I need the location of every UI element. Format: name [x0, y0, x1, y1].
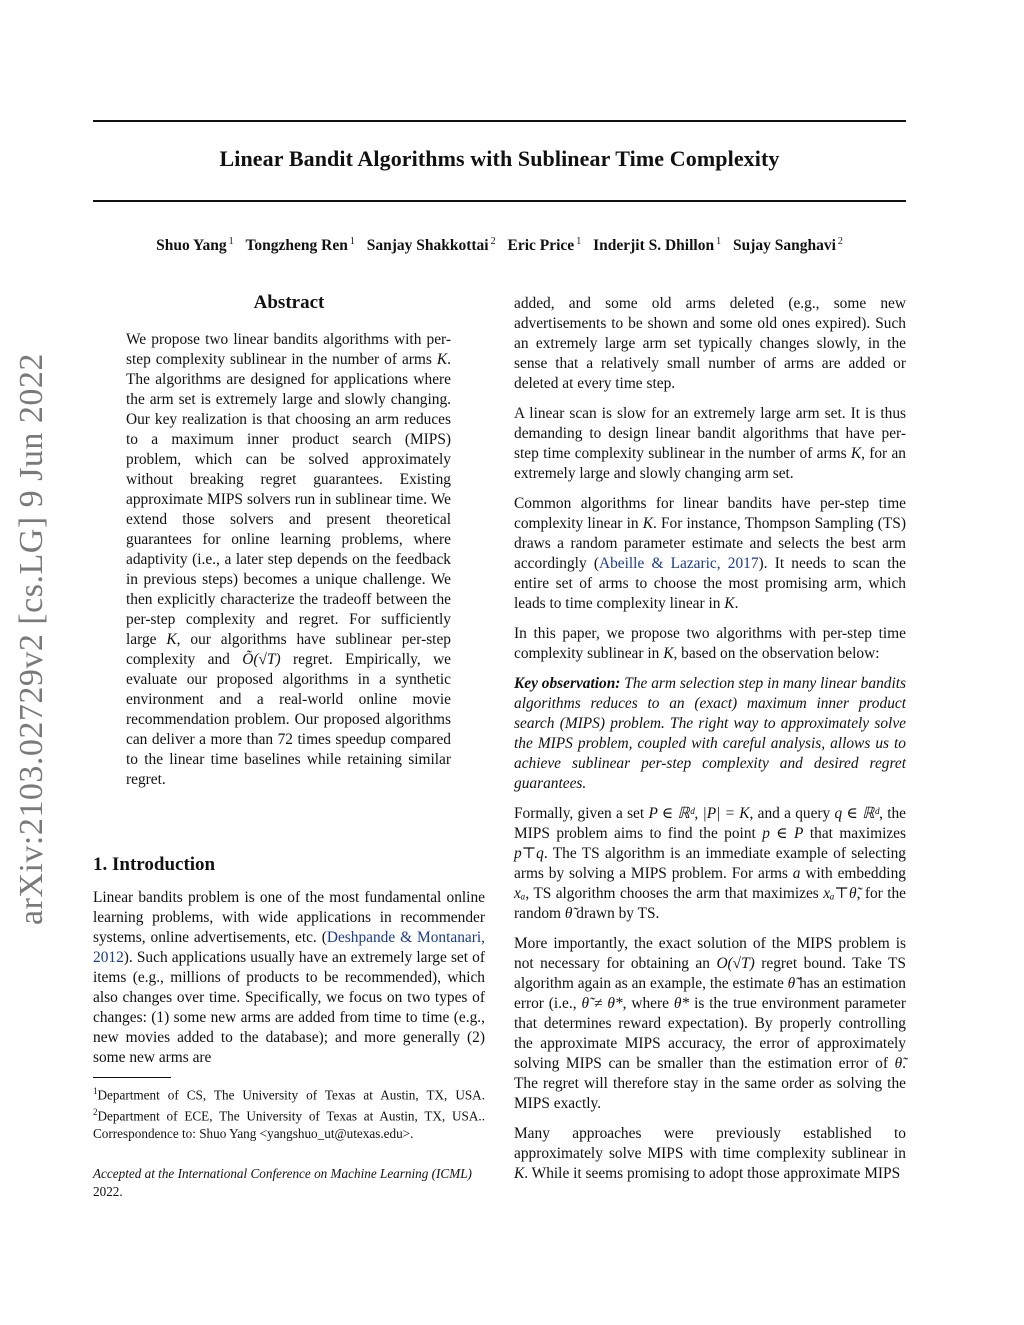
right-column — [514, 294, 906, 1194]
paragraph: In this paper, we propose two algorithms with per-step time complexity sublinear in K, based on the observation below: — [514, 625, 906, 662]
paragraph: Formally, given a set P ∈ ℝᵈ, |P| = K, and a query q ∈ ℝᵈ, the MIPS problem aims to find the point p ∈ P that maximizes p⊤q. The TS algorithm is an immediate example of selecting arms by solving a MIPS problem. For arms a with embedding xₐ, TS algorithm chooses the arm that maximizes xₐ⊤θ̃, for the random θ̃ drawn by TS. — [514, 805, 907, 922]
author-list — [93, 236, 906, 255]
abstract-heading: Abstract — [253, 292, 325, 313]
author: Sujay Sanghavi $^2$ — [732, 236, 843, 255]
arxiv-stamp: arXiv:2103.02729v2 [cs.LG] 9 Jun 2022 — [13, 353, 50, 925]
footnote-rule — [93, 1077, 171, 1078]
author: Sanjay Shakkottai $^2$ — [366, 236, 496, 255]
title-bottom-rule — [93, 200, 906, 202]
paragraph: added, and some old arms deleted (e.g., some new advertisements to be shown and some old ones expired). Such an extremely large arm set typically changes slowly, in the sense that a relatively small number of arms are added or deleted at every time step. — [514, 295, 906, 392]
affiliation-footnote: $^1$Department of CS, The University of Texas at Austin, TX, USA. $^2$Department of ECE, The University of Texas at Austin, TX, USA.. Correspondence to: Shuo Yang <yangshuo_ut@utexas.edu>. — [93, 1086, 485, 1141]
paper-title: Linear Bandit Algorithms with Sublinear Time Complexity — [219, 146, 780, 171]
author: Inderjit S. Dhillon $^1$ — [593, 236, 722, 255]
top-rule — [93, 120, 906, 122]
acceptance-note: Accepted at the International Conference on Machine Learning (ICML) 2022. — [93, 1166, 472, 1199]
paragraph: More importantly, the exact solution of the MIPS problem is not necessary for obtaining an O(√T) regret bound. Take TS algorithm again as an example, the estimate θ̃ has an estimation error (i.e., θ̃ ≠ θ*, where θ* is the true environment parameter that determines reward expectation). By properly controlling the approximate MIPS accuracy, the error of approximately solving MIPS can be smaller than the estimation error of θ̃. The regret will therefore stay in the same order as solving the MIPS exactly. — [514, 935, 906, 1112]
author: Eric Price $^1$ — [507, 236, 582, 255]
abstract-paragraph: We propose two linear bandits algorithms with per-step complexity sublinear in the number of arms K. The algorithms are designed for applications where the arm set is extremely large and slowly changing. Our key realization is that choosing an arm reduces to a maximum inner product search (MIPS) problem, which can be solved approximately without breaking regret guarantees. Existing approximate MIPS solvers run in sublinear time. We extend those solvers and present theoretical guarantees for online learning problems, where adaptivity (i.e., a later step depends on the feedback in previous steps) becomes a unique challenge. We then explicitly characterize the tradeoff between the per-step complexity and regret. For sufficiently large K, our algorithms have sublinear per-step complexity and Õ(√T) regret. Empirically, we evaluate our proposed algorithms in a synthetic environment and a real-world online movie recommendation problem. Our proposed algorithms can deliver a more than 72 times speedup compared to the linear time baselines while retaining similar regret. — [126, 331, 452, 788]
paragraph: Common algorithms for linear bandits have per-step time complexity linear in K. For instance, Thompson Sampling (TS) draws a random parameter estimate and selects the best arm accordingly (Abeille & Lazaric, 2017). It needs to scan the entire set of arms to choose the most promising arm, which leads to time complexity linear in K. — [514, 495, 906, 612]
paragraph: Many approaches were previously established to approximately solve MIPS with time complexity sublinear in K. While it seems promising to adopt those approximate MIPS — [514, 1125, 906, 1182]
paragraph: A linear scan is slow for an extremely large arm set. It is thus demanding to design linear bandit algorithms that have per-step time complexity sublinear in the number of arms K, for an extremely large and slowly changing arm set. — [514, 405, 906, 482]
intro-paragraph: Linear bandits problem is one of the most fundamental online learning problems, with wide applications in recommender systems, online advertisements, etc. (Deshpande & Montanari, 2012). Such applications usually have an extremely large set of items (e.g., millions of products to be recommended), which also changes over time. Specifically, we focus on two types of changes: (1) some new arms are added from time to time (e.g., new movies added to the database); and more generally (2) some new arms are — [93, 889, 485, 1066]
author: Shuo Yang $^1$ — [156, 236, 234, 255]
intro-body — [93, 888, 485, 1068]
citation-link[interactable]: Abeille & Lazaric, 2017 — [598, 555, 759, 572]
key-observation: Key observation: The arm selection step in many linear bandits algorithms reduces to an (exact) maximum inner product search (MIPS) problem. The right way to approximately solve the MIPS problem, coupled with careful analysis, allows us to achieve sublinear per-step complexity and desired regret guarantees. — [514, 675, 907, 792]
abstract-body — [126, 330, 451, 790]
citation-link[interactable]: Deshpande & Montanari, 2012 — [93, 929, 485, 966]
author: Tongzheng Ren $^1$ — [245, 236, 355, 255]
section-heading-introduction: 1. Introduction — [93, 854, 216, 875]
